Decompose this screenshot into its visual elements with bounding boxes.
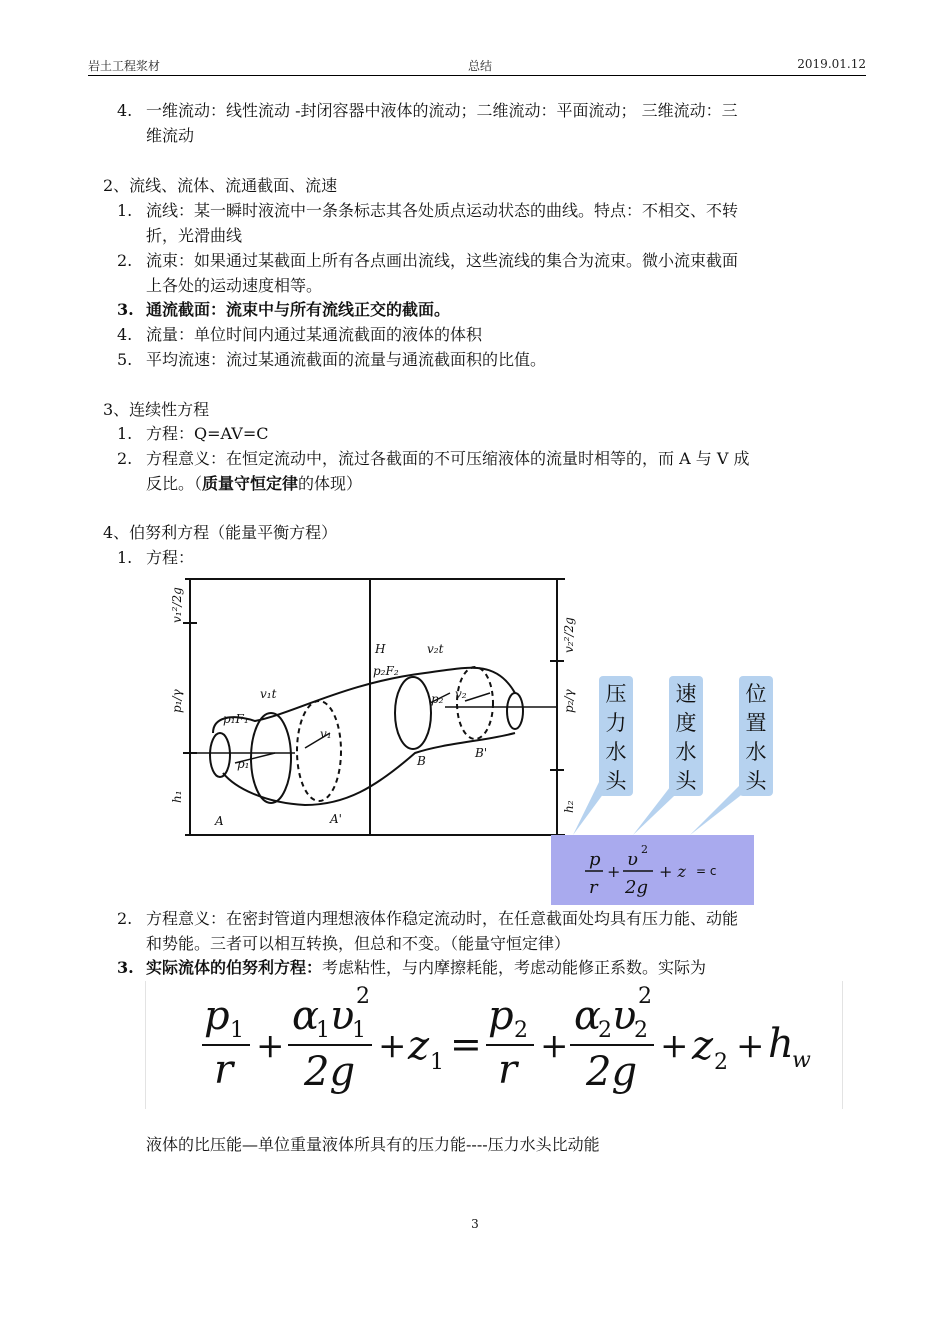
eq-h: h [768, 1021, 794, 1067]
page-number: 3 [471, 1217, 479, 1231]
section-title: 2、流线、流体、流通截面、流速 [103, 176, 338, 195]
list-item-text: 方程：Q=AV=C [146, 424, 269, 443]
label-v2: v₂ [455, 687, 467, 701]
eq-sub: w [792, 1048, 811, 1073]
eq-plus: + [256, 1026, 285, 1066]
eq-plus-z: + z [659, 862, 686, 881]
label-h1: h₁ [170, 790, 184, 803]
list-item-text: 流量：单位时间内通过某通流截面的液体的体积 [146, 325, 483, 344]
eq-v2: υ [612, 993, 637, 1039]
eq-alpha1: α [292, 993, 320, 1039]
eq-r1: r [214, 1047, 234, 1093]
label-b-prime: B' [475, 746, 488, 760]
bernoulli-equation-box [551, 835, 754, 905]
eq-r2: r [498, 1047, 518, 1093]
eq-z1: z [408, 1023, 430, 1069]
eq-plus: + [660, 1026, 689, 1066]
label-p2: p₂ [431, 692, 444, 706]
callout-text: 压力水头 [605, 682, 627, 793]
section-b-prime [457, 667, 493, 739]
eq-2g: 2g [304, 1049, 356, 1095]
list-item-text: 一维流动：线性流动 -封闭容器中液体的流动；二维流动：平面流动； 三维流动：三 [146, 101, 738, 120]
list-number: 1. [117, 548, 133, 567]
eq-v: υ [627, 849, 638, 870]
bold-term: 实际流体的伯努利方程： [146, 958, 323, 977]
header-rule [88, 75, 866, 76]
eq-v1: υ [330, 993, 355, 1039]
eq-equals-c: = c [696, 864, 717, 878]
list-item-text: 折，光滑曲线 [146, 226, 243, 245]
label-v1t: v₁t [260, 687, 277, 701]
eq-alpha2: α [574, 993, 602, 1039]
eq-sub: 1 [230, 1018, 244, 1043]
callout-text: 位置水头 [745, 682, 767, 793]
eq-2g: 2g [586, 1049, 638, 1095]
label-v2sq2g: v₂²/2g [562, 617, 576, 653]
label-v1: v₁ [320, 727, 332, 741]
list-number: 1. [117, 424, 133, 443]
real-bernoulli-equation [146, 981, 844, 1109]
list-number: 2. [117, 251, 133, 270]
label-b: B [417, 754, 426, 768]
eq-equals: = [450, 1022, 482, 1066]
list-number: 2. [117, 909, 133, 928]
eq-sq: 2 [641, 843, 648, 856]
bernoulli-equation [551, 835, 754, 905]
list-item-text: 方程意义：在密封管道内理想液体作稳定流动时，在任意截面处均具有压力能、动能 [146, 909, 739, 928]
list-item-text: 方程意义：在恒定流动中，流过各截面的不可压缩液体的流量时相等的，而 A 与 V 成 [146, 449, 750, 468]
bold-term: 质量守恒定律 [202, 474, 299, 493]
callout-velocity-head [669, 676, 703, 796]
label-p2gamma: p₂/γ [562, 689, 576, 713]
list-item-text: 上各处的运动速度相等。 [146, 276, 323, 295]
list-item-text [146, 472, 362, 496]
label-p1gamma: p₁/γ [170, 689, 184, 713]
section-title: 3、连续性方程 [103, 400, 210, 419]
section-b [395, 677, 431, 749]
eq-sub: 1 [352, 1018, 366, 1043]
list-item-text: 通流截面：流束中与所有流线正交的截面。 [146, 300, 451, 319]
text-run: 考虑粘性，与内摩擦耗能，考虑动能修正系数。实际为 [322, 958, 707, 977]
label-v1sq2g: v₁²/2g [170, 587, 184, 623]
eq-p1: p [204, 993, 230, 1039]
section-a-prime [297, 701, 341, 801]
list-number: 3. [117, 300, 134, 319]
eq-z2: z [692, 1023, 714, 1069]
header-left: 岩土工程浆材 [88, 59, 161, 73]
list-number: 1. [117, 201, 133, 220]
list-item-text: 和势能。三者可以相互转换，但总和不变。（能量守恒定律） [146, 934, 571, 953]
eq-sub: 2 [598, 1018, 612, 1043]
list-item-text: 流束：如果通过某截面上所有各点画出流线，这些流线的集合为流束。微小流束截面 [146, 251, 739, 270]
header-right: 2019.01.12 [797, 57, 866, 71]
label-p1f1: p₁F₁ [223, 712, 249, 726]
label-a: A [215, 814, 224, 828]
eq-sub: 2 [634, 1018, 648, 1043]
eq-p2: p [488, 993, 514, 1039]
closing-note: 液体的比压能—单位重量液体所具有的压力能----压力水头比动能 [146, 1135, 600, 1154]
list-item-text [146, 956, 706, 980]
eq-r: r [589, 877, 598, 898]
eq-sq: 2 [638, 984, 652, 1009]
eq-p: p [589, 849, 601, 870]
label-p2f2: p₂F₂ [373, 664, 399, 678]
label-h: H [375, 642, 386, 656]
label-v2t: v₂t [427, 642, 444, 656]
list-item-text: 维流动 [146, 126, 195, 145]
list-number: 5. [117, 350, 133, 369]
list-item-text: 流线：某一瞬时液流中一条条标志其各处质点运动状态的曲线。特点：不相交、不转 [146, 201, 739, 220]
list-number: 2. [117, 449, 133, 468]
label-a-prime: A' [330, 812, 342, 826]
header-center: 总结 [468, 59, 493, 73]
eq-2g: 2g [625, 877, 648, 898]
list-item-text: 方程： [146, 548, 195, 567]
list-number: 4. [117, 325, 133, 344]
eq-sub: 2 [714, 1050, 728, 1075]
label-h2: h₂ [562, 800, 576, 813]
label-p1: p₁ [237, 757, 250, 771]
callout-text: 速度水头 [675, 682, 697, 793]
eq-sub: 1 [430, 1050, 444, 1075]
callout-pressure-head [599, 676, 633, 796]
eq-plus: + [378, 1026, 407, 1066]
running-header [88, 57, 866, 75]
eq-sq: 2 [356, 984, 370, 1009]
section-title: 4、伯努利方程（能量平衡方程） [103, 523, 338, 542]
list-item-text: 平均流速：流过某通流截面的流量与通流截面积的比值。 [146, 350, 547, 369]
eq-plus: + [540, 1026, 569, 1066]
eq-plus: + [607, 862, 621, 881]
callout-elevation-head [739, 676, 773, 796]
eq-plus: + [736, 1026, 765, 1066]
real-bernoulli-equation-figure [145, 981, 843, 1109]
text-run: 的体现） [298, 474, 363, 493]
eq-sub: 1 [316, 1018, 330, 1043]
eq-sub: 2 [514, 1018, 528, 1043]
list-number: 4. [117, 101, 133, 120]
list-number: 3. [117, 958, 134, 977]
text-run: 反比。（ [146, 474, 203, 493]
